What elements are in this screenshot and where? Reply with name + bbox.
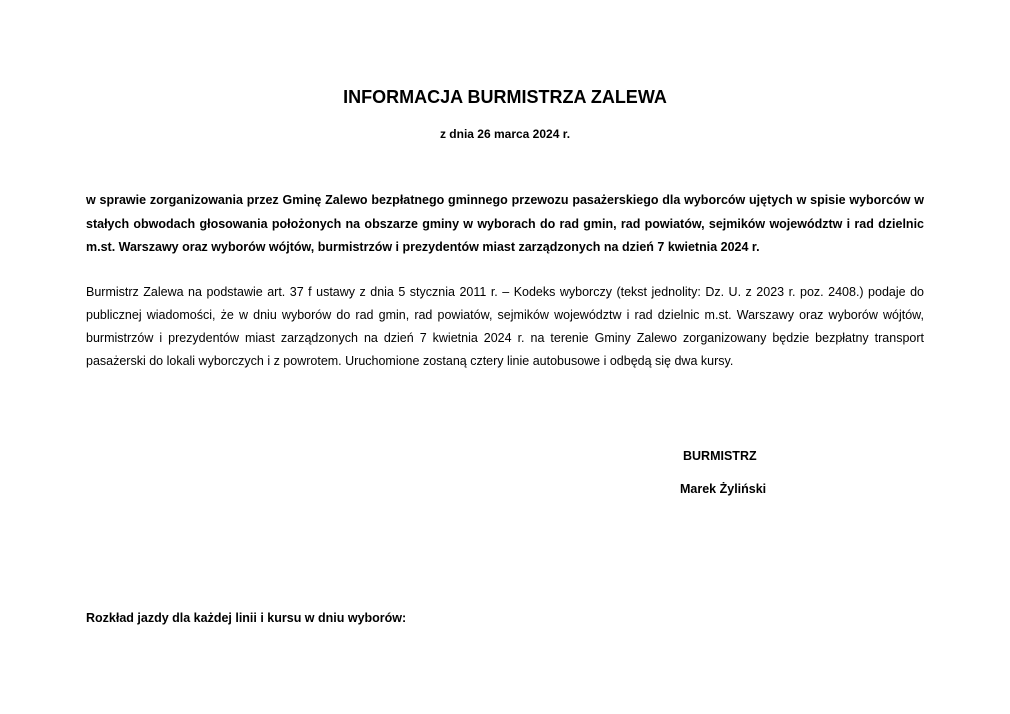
document-date: z dnia 26 marca 2024 r. — [439, 127, 571, 141]
signature-role: BURMISTRZ — [683, 449, 757, 463]
signature-name: Marek Żyliński — [680, 482, 767, 496]
schedule-heading: Rozkład jazdy dla każdej linii i kursu w dniu wyborów: — [86, 611, 407, 625]
document-title: INFORMACJA BURMISTRZA ZALEWA — [343, 87, 667, 107]
document-subject: w sprawie zorganizowania przez Gminę Zalewo bezpłatnego gminnego przewozu pasażerskiego dla wyborców ujętych w spisie wyborców w stałych obwodach głosowania położonych na obszarze gminy w wyborach do rad gmin, rad powiatów, sejmików województw i rad dzielnic m.st. Warszawy oraz wyborów wójtów, burmistrzów i prezydentów miast zarządzonych na dzień 7 kwietnia 2024 r. — [86, 193, 924, 254]
document-body-paragraph: Burmistrz Zalewa na podstawie art. 37 f ustawy z dnia 5 stycznia 2011 r. – Kodeks wyborczy (tekst jednolity: Dz. U. z 2023 r. poz. 2408.) podaje do publicznej wiadomości, że w dniu wyborów do rad gmin, rad powiatów, sejmików województw i rad dzielnic m.st. Warszawy oraz wyborów wójtów, burmistrzów i prezydentów miast zarządzonych na dzień 7 kwietnia 2024 r. na terenie Gminy Zalewo zorganizowany będzie bezpłatny transport pasażerski do lokali wyborczych i z powrotem. Uruchomione zostaną cztery linie autobusowe i odbędą się dwa kursy. — [86, 285, 924, 368]
